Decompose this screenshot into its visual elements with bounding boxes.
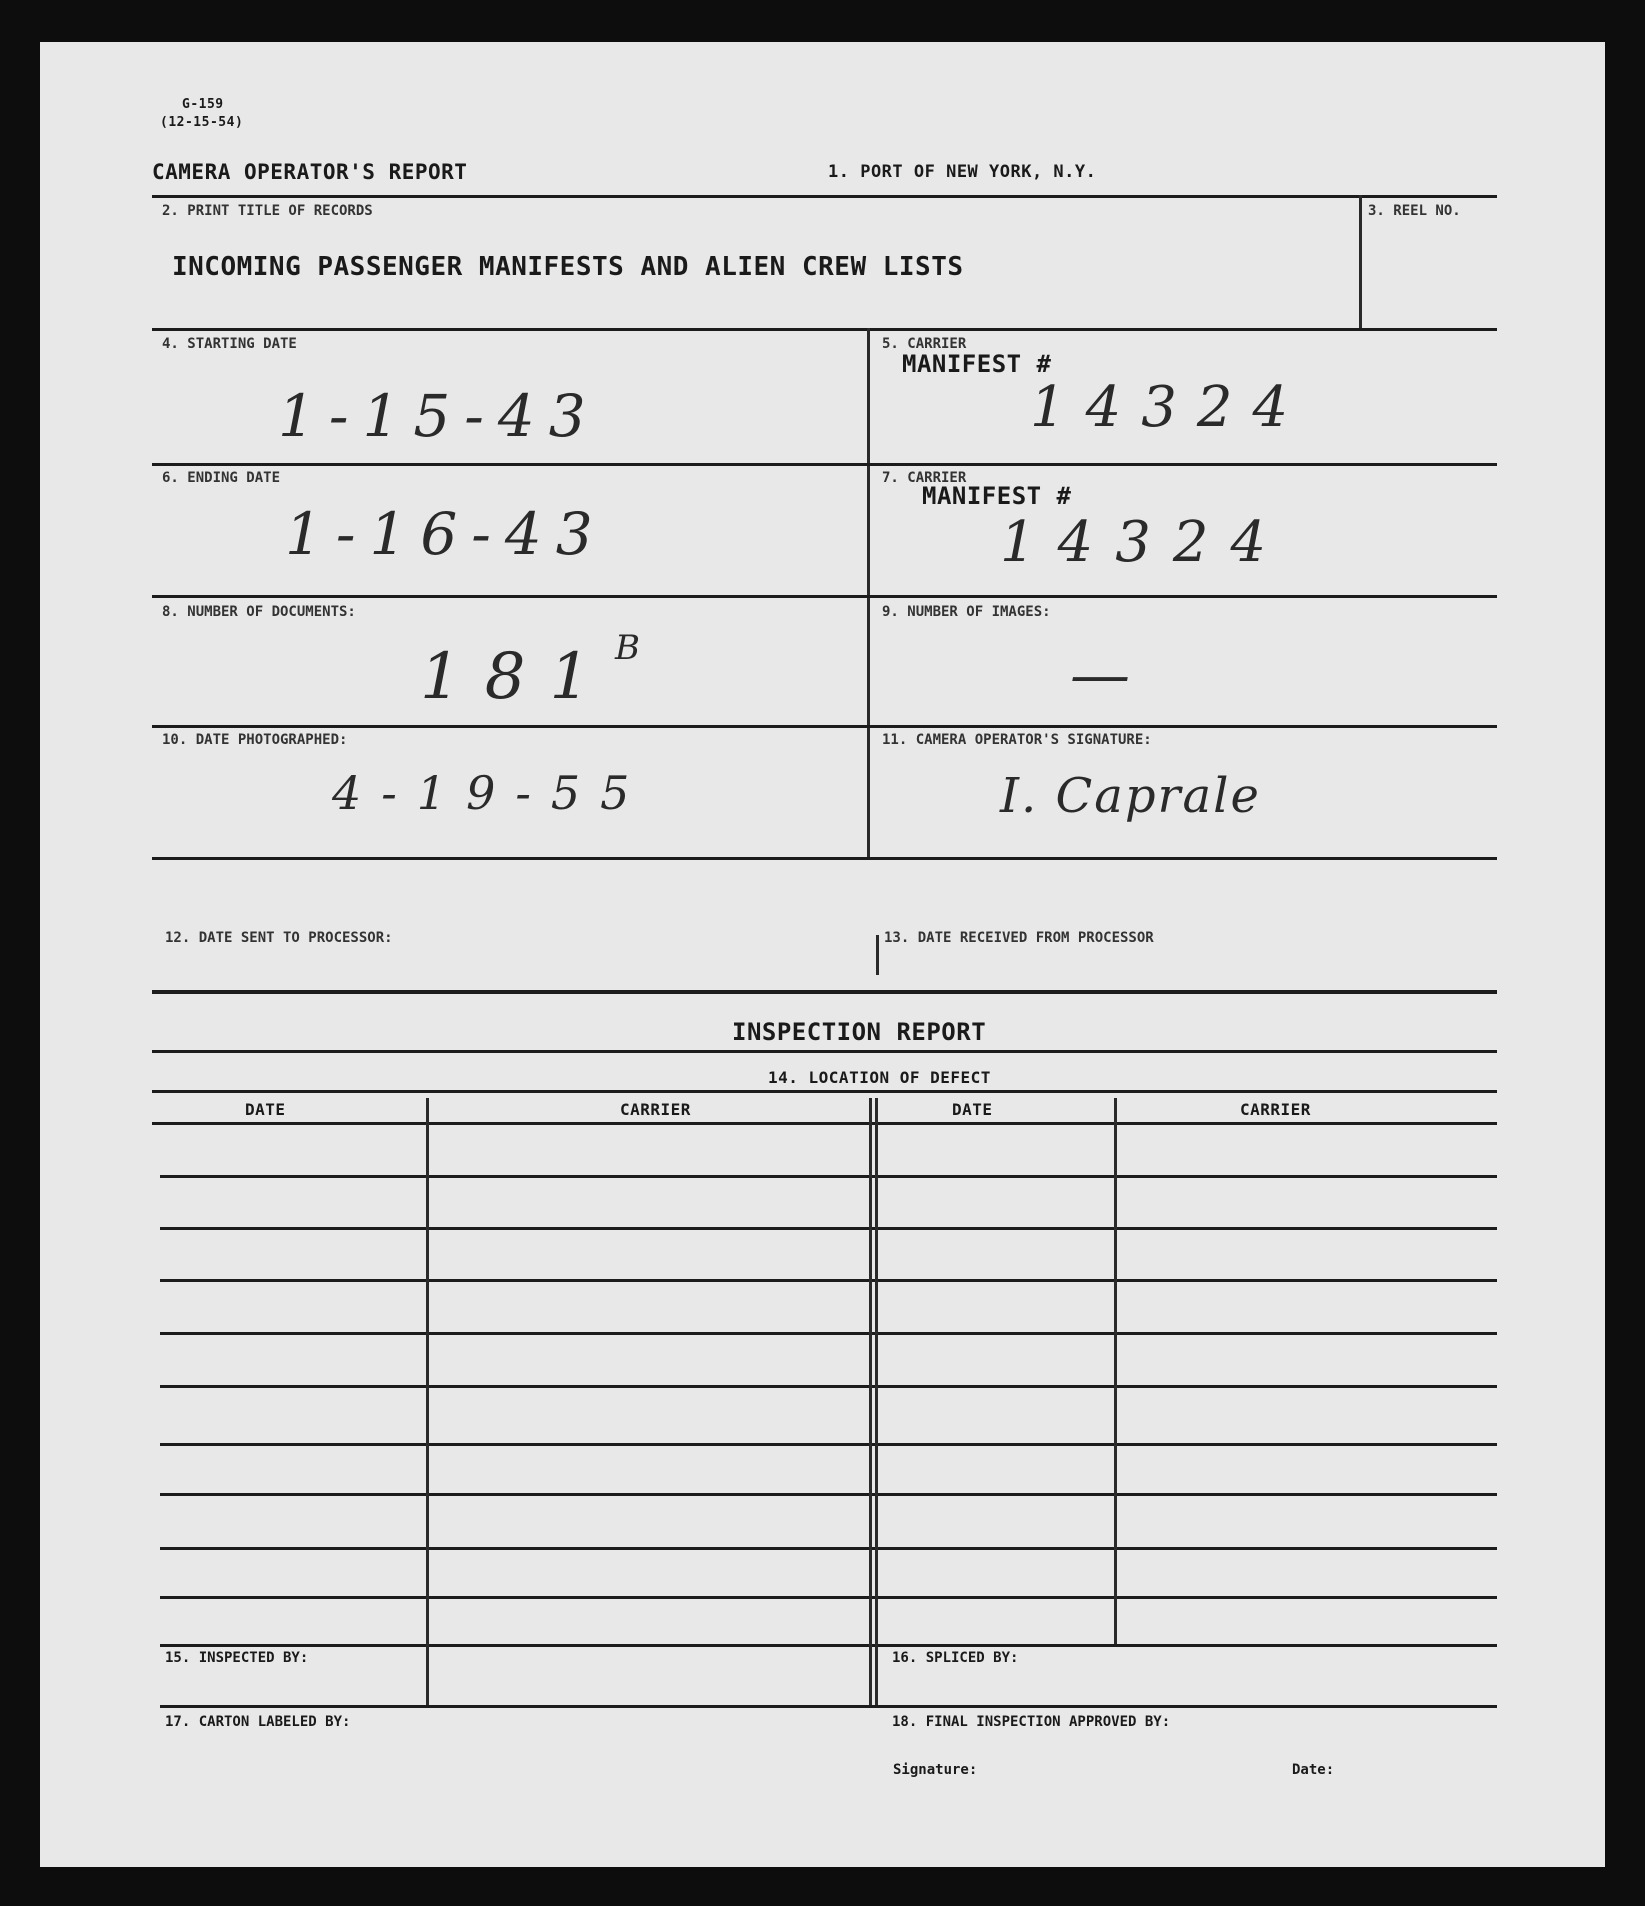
date-label: Date: [1292,1762,1335,1778]
inspection-report-title: INSPECTION REPORT [732,1018,987,1046]
number-of-images-label: 9. NUMBER OF IMAGES: [882,604,1051,620]
carrier-manifest-label-7: MANIFEST # [922,482,1072,510]
defect-row[interactable] [152,1386,1497,1443]
defect-row[interactable] [152,1123,1497,1175]
defect-row[interactable] [152,1280,1497,1332]
form-revision-date: (12-15-54) [160,115,244,130]
defect-row[interactable] [152,1444,1497,1493]
defect-row[interactable] [152,1333,1497,1385]
signature-label: Signature: [893,1762,978,1778]
number-of-documents-label: 8. NUMBER OF DOCUMENTS: [162,604,356,620]
carton-labeled-by-label: 17. CARTON LABELED BY: [165,1714,351,1730]
starting-date-value[interactable]: 1-15-43 [278,382,600,450]
location-of-defect-label: 14. LOCATION OF DEFECT [768,1068,991,1087]
number-of-documents-value[interactable]: 181 [420,640,615,714]
port-field: 1. PORT OF NEW YORK, N.Y. [828,162,1097,182]
final-inspection-approved-by-label: 18. FINAL INSPECTION APPROVED BY: [892,1714,1171,1730]
form-number: G-159 [182,97,224,112]
ending-date-value[interactable]: 1-16-43 [285,500,607,568]
date-sent-to-processor-label: 12. DATE SENT TO PROCESSOR: [165,930,393,946]
starting-date-label: 4. STARTING DATE [162,336,297,352]
defect-row[interactable] [152,1228,1497,1279]
carrier-label-7: 7. CARRIER [882,470,967,486]
ending-date-label: 6. ENDING DATE [162,470,281,486]
date-photographed-value[interactable]: 4-19-55 [332,766,650,820]
form-title: CAMERA OPERATOR'S REPORT [152,160,468,184]
carrier-manifest-value-7[interactable]: 14324 [1000,510,1289,575]
column-header-date-2: DATE [952,1100,993,1119]
number-of-images-value[interactable]: — [1070,640,1130,710]
carrier-manifest-label-5: MANIFEST # [902,350,1052,378]
camera-operator-signature-label: 11. CAMERA OPERATOR'S SIGNATURE: [882,732,1152,748]
date-photographed-label: 10. DATE PHOTOGRAPHED: [162,732,348,748]
column-header-date-1: DATE [245,1100,286,1119]
carrier-manifest-value-5[interactable]: 14324 [1030,375,1309,440]
camera-operator-signature: I. Caprale [1000,768,1261,824]
column-header-carrier-2: CARRIER [1240,1100,1311,1119]
defect-row[interactable] [152,1597,1497,1644]
date-received-from-processor-label: 13. DATE RECEIVED FROM PROCESSOR [884,930,1154,946]
spliced-by-label: 16. SPLICED BY: [892,1650,1019,1666]
print-title-label: 2. PRINT TITLE OF RECORDS [162,203,373,219]
defect-row[interactable] [152,1494,1497,1547]
defect-row[interactable] [152,1176,1497,1227]
number-of-documents-suffix: B [615,628,654,668]
print-title-value: INCOMING PASSENGER MANIFESTS AND ALIEN CREW LISTS [172,252,964,282]
inspected-by-label: 15. INSPECTED BY: [165,1650,309,1666]
defect-row[interactable] [152,1548,1497,1596]
column-header-carrier-1: CARRIER [620,1100,691,1119]
reel-number-label: 3. REEL NO. [1368,203,1461,219]
carrier-label-5: 5. CARRIER [882,336,967,352]
